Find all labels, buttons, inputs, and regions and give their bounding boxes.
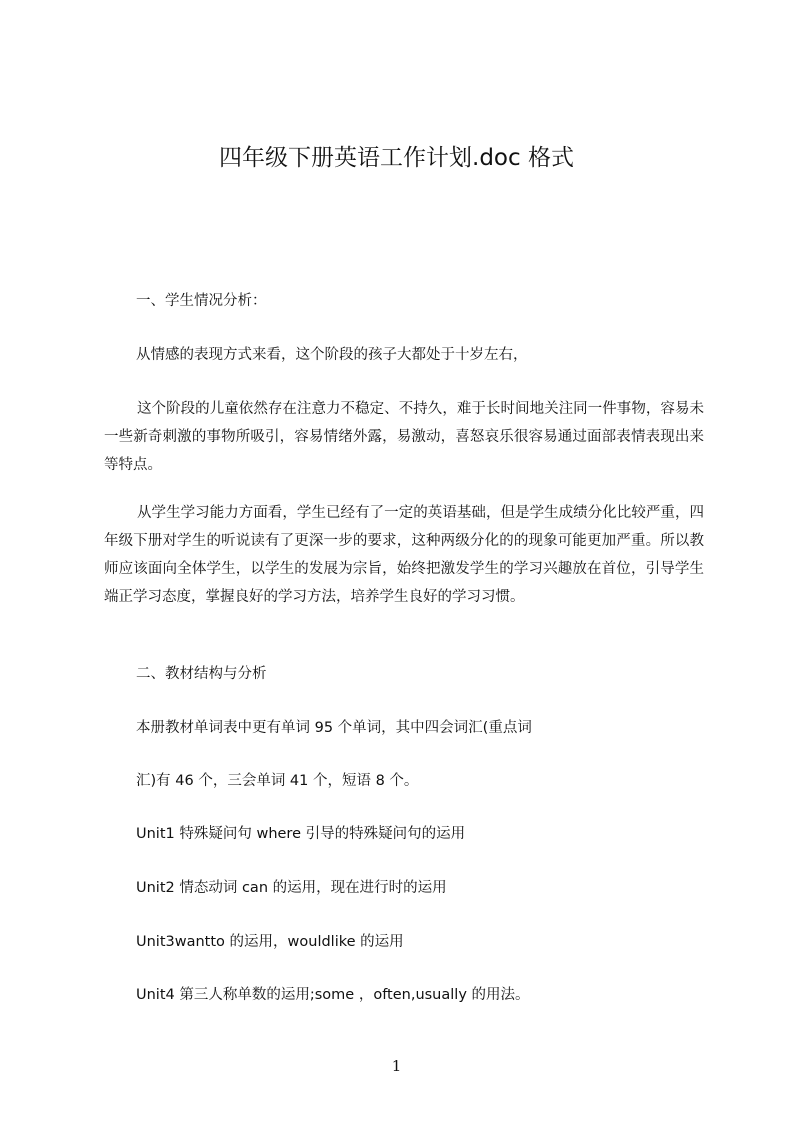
unit1-line: Unit1 特殊疑问句 where 引导的特殊疑问句的运用 [136,826,466,842]
paragraph-vocabulary-line1: 本册教材单词表中更有单词 95 个单词，其中四会词汇(重点词 [136,720,532,736]
unit2-line: Unit2 情态动词 can 的运用，现在进行时的运用 [136,880,447,896]
unit4-line: Unit4 第三人称单数的运用;some ，often,usually 的用法。 [136,987,530,1003]
paragraph-emotion: 从情感的表现方式来看，这个阶段的孩子大都处于十岁左右， [136,347,528,363]
section-heading-student-analysis: 一、学生情况分析： [136,293,267,309]
paragraph-vocabulary-line2: 汇)有 46 个，三会单词 41 个，短语 8 个。 [136,773,419,789]
section-heading-textbook: 二、教材结构与分析 [136,666,267,682]
unit3-line: Unit3wantto 的运用，wouldlike 的运用 [136,934,404,950]
document-title: 四年级下册英语工作计划.doc 格式 [219,145,574,171]
page-number: 1 [391,1057,402,1075]
paragraph-attention: 这个阶段的儿童依然存在注意力不稳定、不持久，难于长时间地关注同一件事物，容易未一些新奇刺激的事物所吸引，容易情绪外露，易激动，喜怒哀乐很容易通过面部表情表现出来等特点。 [104,401,704,473]
paragraph-learning-ability: 从学生学习能力方面看，学生已经有了一定的英语基础，但是学生成绩分化比较严重，四年级下册对学生的听说读有了更深一步的要求，这种两级分化的的现象可能更加严重。所以教师应该面向全体学生，以学生的发展为宗旨，始终把激发学生的学习兴趣放在首位，引导学生端正学习态度，掌握良好的学习方法，培养学生良好的学习习惯。 [104,505,704,605]
